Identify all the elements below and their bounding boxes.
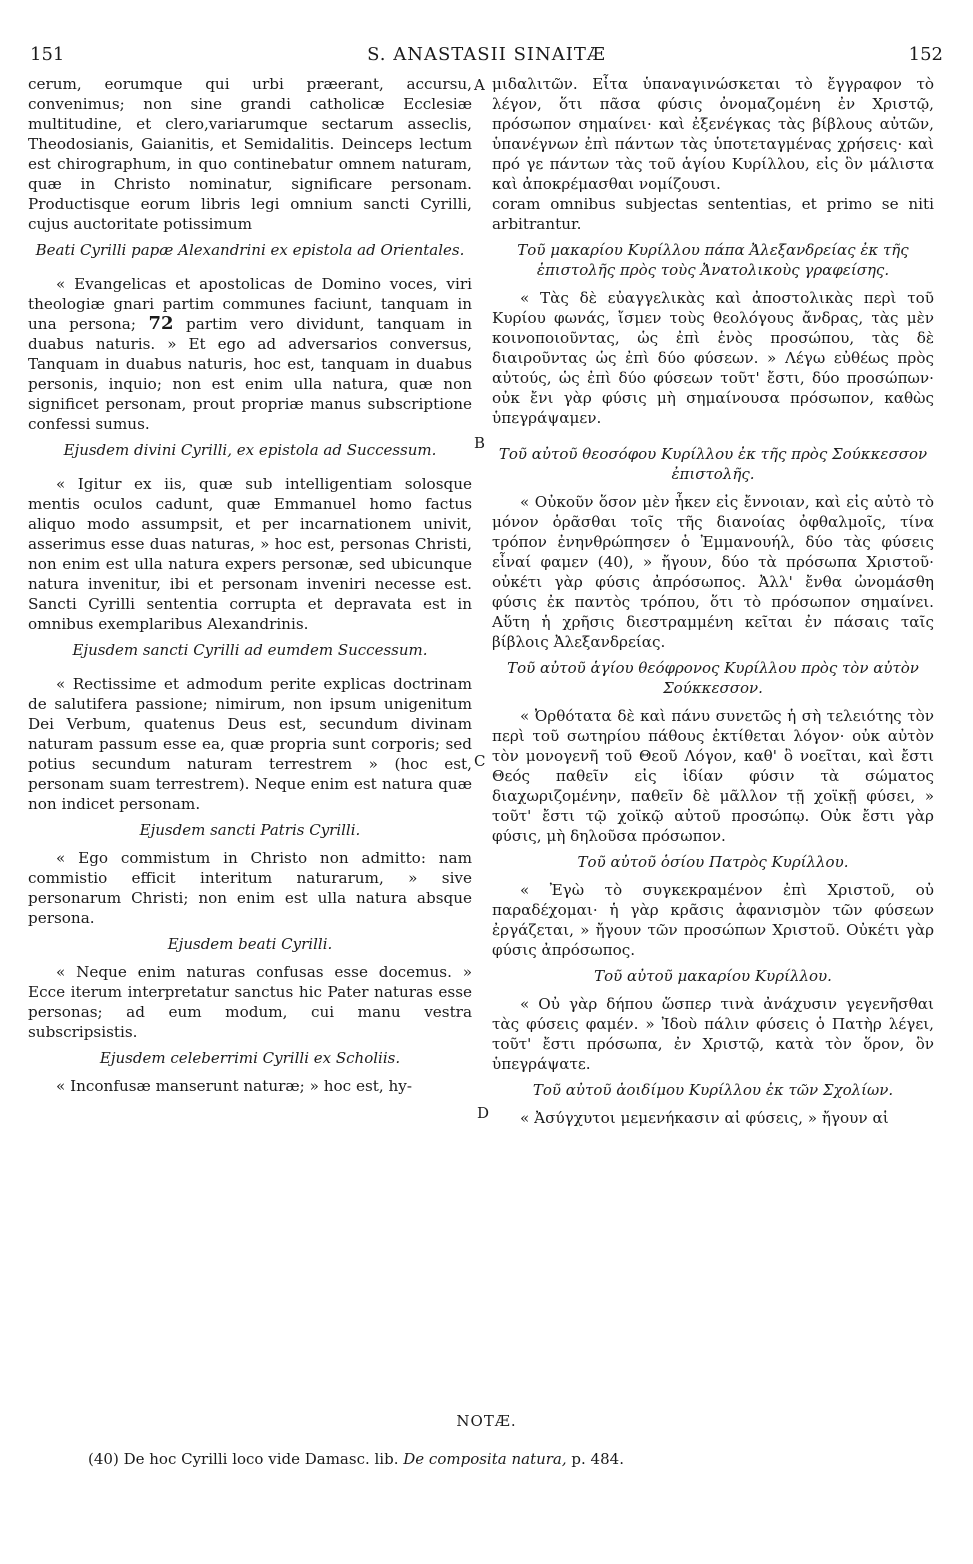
latin-heading: Ejusdem beati Cyrilli. bbox=[167, 935, 333, 953]
margin-marker-d: D bbox=[477, 1104, 490, 1122]
footnote-number: (40) bbox=[88, 1450, 119, 1468]
greek-heading: Τοῦ αὐτοῦ ὁσίου Πατρὸς Κυρίλλου. bbox=[577, 853, 849, 871]
running-title: S. ANASTASII SINAITÆ bbox=[367, 44, 606, 65]
latin-heading: Ejusdem sancti Cyrilli ad eumdem Successum. bbox=[72, 641, 428, 659]
latin-continuation: coram omnibus subjectas sententias, et primo se niti arbitrantur. bbox=[492, 195, 934, 233]
latin-heading: Beati Cyrilli papæ Alexandrini ex epistola ad Orientales. bbox=[35, 241, 465, 259]
notes-title: NOTÆ. bbox=[456, 1412, 517, 1430]
greek-paragraph: « Ὀρθότατα δὲ καὶ πάνυ συνετῶς ἡ σὴ τελειότης τὸν περὶ τοῦ σωτηρίου πάθους ἐκτίθεται λόγον· οὐκ αὐτὸν τὸν μονογενῆ τοῦ Θεοῦ Λόγον, καθ' ὃ νοεῖται, καὶ ἔστι Θεός παθεῖν εἰς ἰδίαν φύσιν τὰ σώματος διαχωριζομένην, παθεῖν δὲ μᾶλλον τῇ χοϊκῇ φύσει, » τοῦτ' ἔστι τῷ χοϊκῷ αὐτοῦ προσώπῳ. Οὐκ ἔστι γὰρ φύσις, μὴ δηλοῦσα πρόσωπον. bbox=[492, 707, 934, 845]
latin-heading: Ejusdem celeberrimi Cyrilli ex Scholiis. bbox=[99, 1049, 401, 1067]
greek-heading: Τοῦ μακαρίου Κυρίλλου πάπα Ἀλεξανδρείας ἐκ τῆς ἐπιστολῆς πρὸς τοὺς Ἀνατολικοὺς γραφείσης. bbox=[517, 241, 909, 279]
footnote-title: De composita natura, bbox=[403, 1450, 567, 1468]
greek-paragraph: « Ἐγὼ τὸ συγκεκραμένον ἐπὶ Χριστοῦ, οὐ παραδέχομαι· ἡ γὰρ κρᾶσις ἀφανισμὸν τῶν φύσεων ἐργάζεται, » ἤγουν τῶν προσώπων Χριστοῦ. Οὐκέτι γὰρ φύσις ἀπρόσωπος. bbox=[492, 881, 934, 959]
greek-paragraph: « Οὐ γὰρ δήπου ὥσπερ τινὰ ἀνάχυσιν γεγενῆσθαι τὰς φύσεις φαμέν. » Ἰδοὺ πάλιν φύσεις ὁ Πατὴρ λέγει, τοῦτ' ἔστι πρόσωπα, ἐν Χριστῷ, κατὰ τὸν ὅρον, ὃν ὑπεγράψατε. bbox=[492, 995, 934, 1073]
greek-paragraph: μιδαλιτῶν. Εἶτα ὑπαναγινώσκεται τὸ ἔγγραφον τὸ λέγον, ὅτι πᾶσα φύσις ὀνομαζομένη ἐν Χριστῷ, πρόσωπον σημαίνει· καὶ ἐξενέγκας τὰς βίβλους αὐτῶν, ὑπανέγνων ἐπὶ πάντων τὰς ὑποτεταγμένας χρήσεις· καὶ πρό γε πάντων τὰς τοῦ ἁγίου Κυρίλλου, εἰς ὃν μάλιστα καὶ ἀποκρέμασθαι νομίζουσι. bbox=[492, 75, 934, 193]
column-number: 72 bbox=[148, 313, 174, 334]
footnote-page: p. 484. bbox=[571, 1450, 624, 1468]
margin-marker-a: A bbox=[474, 76, 485, 94]
latin-column bbox=[28, 74, 472, 1096]
latin-text: partim vero dividunt, tanquam in duabus naturis. » Et ego ad adversarios conversus, Tanquam in duabus naturis, hoc est, tanquam in duabus personis, inquio; non est enim ulla natura, quæ non significet personam, prout propriæ manus subscriptione confessi sumus. bbox=[28, 315, 473, 433]
latin-paragraph: « Rectissime et admodum perite explicas doctrinam de salutifera passione; nimirum, non ipsum unigenitum Dei Verbum, quatenus Deus est, secundum divinam naturam passum esse ea, quæ propria sunt corporis; sed potius secundum naturam terrestrem » (hoc est, personam suam terrestrem). Neque enim est natura quæ non indicet personam. bbox=[28, 675, 472, 813]
greek-heading: Τοῦ αὐτοῦ ἁγίου θεόφρονος Κυρίλλου πρὸς τὸν αὐτὸν Σούκκεσσον. bbox=[507, 659, 919, 697]
greek-paragraph: « Οὐκοῦν ὅσον μὲν ἧκεν εἰς ἔννοιαν, καὶ εἰς αὐτὸ τὸ μόνον ὁρᾶσθαι τοῖς τῆς διανοίας ὀφθαλμοῖς, τίνα τρόπον ἐνηνθρώπησεν ὁ Ἐμμανουήλ, δύο τὰς φύσεις εἶναί φαμεν (40), » ἤγουν, δύο τὰ πρόσωπα Χριστοῦ· οὐκέτι γὰρ φύσις ἀπρόσωπος. Ἀλλ' ἔνθα ὠνομάσθη φύσις ἐκ παντὸς τρόπου, ὅτι τὸ πρόσωπον σημαίνει. Αὕτη ἡ χρῆσις διεστραμμένη κεῖται ἐν πάσαις ταῖς βίβλοις Ἀλεξανδρείας. bbox=[492, 493, 934, 651]
footnote-text: De hoc Cyrilli loco vide Damasc. lib. bbox=[123, 1450, 399, 1468]
latin-paragraph: cerum, eorumque qui urbi præerant, accursu, convenimus; non sine grandi catholicæ Ecclesiæ multitudine, et clero,variarumque sectarum asseclis, Theodosianis, Gaianitis, et Semidalitis. Deinceps lectum est chirographum, in quo continebatur omnem naturam, quæ in Christo nominatur, significare personam. Productisque eorum libris legi omnium sancti Cyrilli, cujus auctoritate potissimum bbox=[28, 75, 472, 233]
latin-heading: Ejusdem sancti Patris Cyrilli. bbox=[139, 821, 361, 839]
page-header bbox=[30, 44, 943, 70]
margin-marker-c: C bbox=[474, 752, 486, 770]
greek-heading: Τοῦ αὐτοῦ μακαρίου Κυρίλλου. bbox=[594, 967, 832, 985]
latin-heading: Ejusdem divini Cyrilli, ex epistola ad Successum. bbox=[63, 441, 437, 459]
greek-heading: Τοῦ αὐτοῦ θεοσόφου Κυρίλλου ἐκ τῆς πρὸς Σούκκεσσον ἐπιστολῆς. bbox=[498, 445, 928, 483]
latin-paragraph: « Igitur ex iis, quæ sub intelligentiam solosque mentis oculos cadunt, quæ Emmanuel homo factus aliquo modo assumpsit, et per incarnationem univit, asserimus esse duas naturas, » hoc est, personas Christi, non enim est ulla natura expers personæ, sed ubicunque natura invenitur, ibi et personam inveniri necesse est. Sancti Cyrilli sententia corrupta et depravata est in omnibus exemplaribus Alexandrinis. bbox=[28, 475, 472, 633]
page-number-left: 151 bbox=[30, 44, 65, 65]
page-number-right: 152 bbox=[908, 44, 943, 65]
greek-paragraph: « Ἀσύγχυτοι μεμενήκασιν αἱ φύσεις, » ἤγουν αἱ bbox=[520, 1109, 889, 1127]
latin-paragraph: « Ego commistum in Christo non admitto: nam commistio efficit interitum naturarum, » sive personarum Christi; non enim est ulla natura absque persona. bbox=[28, 849, 472, 927]
greek-paragraph: « Τὰς δὲ εὐαγγελικὰς καὶ ἀποστολικὰς περὶ τοῦ Κυρίου φωνάς, ἴσμεν τοὺς θεολόγους ἄνδρας, τὰς μὲν κοινοποιοῦντας, ὡς ἐπὶ ἑνὸς προσώπου, τὰς δὲ διαιροῦντας ὡς ἐπὶ δύο φύσεων. » Λέγω εὐθέως πρὸς αὐτούς, ὡς ἐπὶ δύο φύσεων τοῦτ' ἔστι, δύο προσώπων· οὐκ ἔνι γὰρ φύσις μὴ σημαίνουσα πρόσωπον, καθὼς ὑπεγράψαμεν. bbox=[492, 289, 934, 427]
footnote bbox=[88, 1450, 624, 1468]
margin-marker-b: B bbox=[474, 434, 486, 452]
greek-column bbox=[492, 74, 934, 1128]
greek-heading: Τοῦ αὐτοῦ ἀοιδίμου Κυρίλλου ἐκ τῶν Σχολίων. bbox=[532, 1081, 894, 1099]
latin-paragraph: « Inconfusæ manserunt naturæ; » hoc est, hy- bbox=[56, 1077, 413, 1095]
latin-paragraph bbox=[28, 274, 472, 434]
latin-paragraph: « Neque enim naturas confusas esse docemus. » Ecce iterum interpretatur sanctus hic Pater naturas esse personas; ad eum modum, cui manu vestra subscripsistis. bbox=[28, 963, 472, 1041]
latin-text: « Evangelicas et apostolicas de Domino voces, viri theologiæ gnari partim communes faciunt, tanquam in una persona; bbox=[28, 275, 472, 333]
